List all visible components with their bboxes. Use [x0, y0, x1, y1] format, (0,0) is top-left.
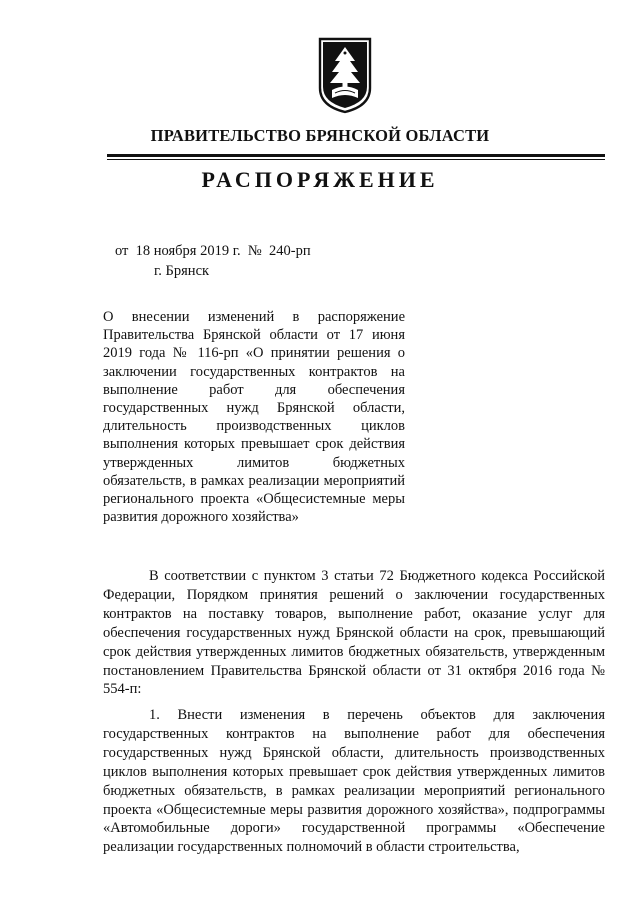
city-line: г. Брянск: [154, 263, 210, 279]
body-item-1: 1. Внести изменения в перечень объектов для заключения государственных контрактов на выполнение работ для обеспечения государственных нужд Брянской области, длительность производственных циклов выполнения которых превышает срок действия утвержденных лимитов бюджетных обязательств, в рамках реализации мероприятий регионального проекта «Общесистемные меры развития дорожного хозяйства», подпрограммы «Автомобильные дороги» государственной программы «Обеспечение реализации государственных полномочий в области строительства,: [103, 707, 605, 856]
document-subject: О внесении изменений в распоряжение Правительства Брянской области от 17 июня 2019 года № 116-рп «О принятии решения о заключении государственных контрактов на выполнение работ для обеспечения государственных нужд Брянской области, длительность производственных циклов выполнения которых превышает срок действия утвержденных лимитов бюджетных обязательств, в рамках реализации мероприятий регионального проекта «Общесистемные меры развития дорожного хозяйства»: [103, 309, 405, 526]
document-type-title: РАСПОРЯЖЕНИЕ: [201, 167, 439, 192]
header-divider-thin: [107, 159, 605, 160]
bryansk-coat-of-arms-icon: [317, 36, 373, 114]
body-preamble: В соответствии с пунктом 3 статьи 72 Бюджетного кодекса Российской Федерации, Порядком принятия решений о заключении государственных контрактов на поставку товаров, выполнение работ, оказание услуг для обеспечения государственных нужд Брянской области на срок, превышающий срок действия утвержденных лимитов бюджетных обязательств, утвержденным постановлением Правительства Брянской области от 31 октября 2016 года № 554-п:: [103, 568, 605, 698]
header-divider-thick: [107, 154, 605, 157]
date-and-number: от 18 ноября 2019 г. № 240-рп: [115, 243, 311, 259]
organization-name: ПРАВИТЕЛЬСТВО БРЯНСКОЙ ОБЛАСТИ: [150, 126, 490, 145]
